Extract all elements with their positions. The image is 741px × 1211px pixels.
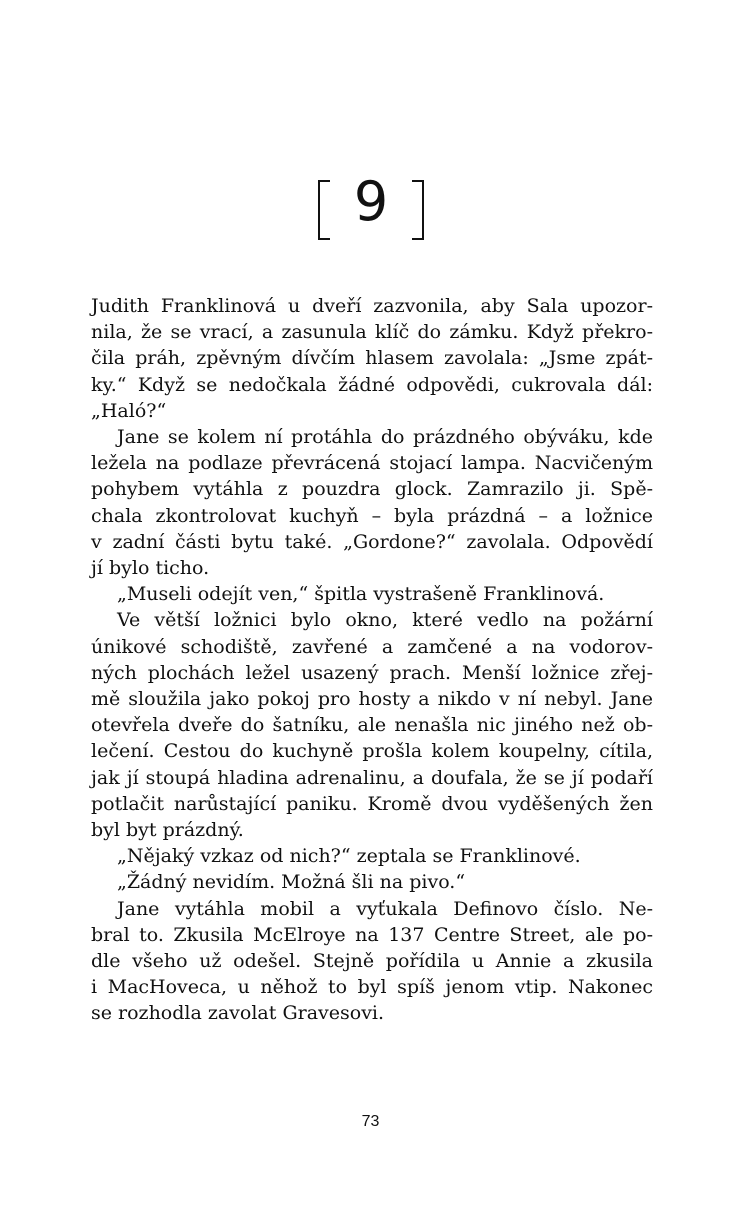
text-line: nila, že se vrací, a zasunula klíč do zámku. Když překro- [91,321,653,344]
text-line: ných plochách ležel usazený prach. Menší ložnice zřej- [91,661,653,684]
text-line: mě sloužila jako pokoj pro hosty a nikdo v ní nebyl. Jane [91,688,653,711]
text-line: potlačit narůstající paniku. Kromě dvou vyděšených žen [91,792,653,815]
text-line: bral to. Zkusila McElroye na 137 Centre Street, ale po- [91,923,653,946]
right-bracket [412,180,424,240]
text-line: chala zkontrolovat kuchyň – byla prázdná – a ložnice [91,504,653,527]
text-line: čila práh, zpěvným dívčím hlasem zavolala: „Jsme zpát- [91,347,653,370]
text-line: Jane vytáhla mobil a vyťukala Definovo číslo. Ne- [117,897,653,920]
text-line: Judith Franklinová u dveří zazvonila, aby Sala upozor- [91,295,653,317]
text-line: únikové schodiště, zavřené a zamčené a na vodorov- [91,635,653,658]
text-line: pohybem vytáhla z pouzdra glock. Zamrazilo ji. Spě- [91,478,653,501]
page-number: 73 [361,1113,380,1130]
text-line: ky.“ Když se nedočkala žádné odpovědi, cukrovala dál: [91,373,653,396]
text-line: „Haló?“ [91,399,167,422]
text-line: jí bylo ticho. [91,557,210,580]
text-line: lečení. Cestou do kuchyně prošla kolem koupelny, cítila, [91,740,653,763]
text-line: byl byt prázdný. [91,819,244,842]
text-line: i MacHoveca, u něhož to byl spíš jenom vtip. Nakonec [91,976,653,999]
text-line: „Žádný nevidím. Možná šli na pivo.“ [117,871,466,894]
text-line: ležela na podlaze převrácená stojací lampa. Nacvičeným [91,452,653,475]
text-line: v zadní části bytu také. „Gordone?“ zavolala. Odpovědí [91,530,653,553]
chapter-heading [318,170,424,238]
text-line: se rozhodla zavolat Gravesovi. [91,1002,385,1025]
text-line: „Nějaký vzkaz od nich?“ zeptala se Franklinové. [117,845,581,868]
text-line: Jane se kolem ní protáhla do prázdného obýváku, kde [117,426,653,449]
text-line: „Museli odejít ven,“ špitla vystrašeně Franklinová. [117,583,605,606]
text-line: Ve větší ložnici bylo okno, které vedlo na požární [117,609,653,632]
chapter-number: 9 [353,170,389,233]
text-line: dle všeho už odešel. Stejně pořídila u Annie a zkusila [91,950,653,973]
body-text [91,293,653,1027]
text-line: otevřela dveře do šatníku, ale nenašla nic jiného než ob- [91,714,653,737]
text-line: jak jí stoupá hladina adrenalinu, a doufala, že se jí podaří [91,766,653,789]
